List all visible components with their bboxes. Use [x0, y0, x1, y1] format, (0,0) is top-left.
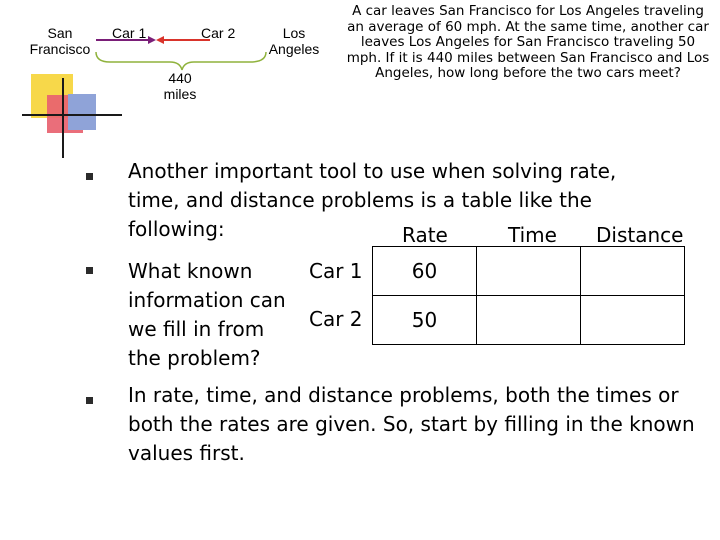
bullet-marker-1: [86, 173, 93, 180]
car1-label: Car 1: [112, 25, 147, 41]
right-city-label: Los Angeles: [268, 25, 320, 57]
cell-car1-rate: 60: [373, 247, 477, 296]
table-row: [373, 296, 685, 345]
decor-blue-square: [68, 94, 96, 130]
cell-car2-rate: 50: [373, 296, 477, 345]
route-diagram: [0, 0, 340, 80]
row-label-car1: Car 1: [309, 259, 363, 283]
table-row: [373, 247, 685, 296]
bullet-marker-2: [86, 267, 93, 274]
decor-horizontal-line: [22, 114, 122, 116]
cell-car2-time: [477, 296, 581, 345]
cell-car2-distance: [581, 296, 685, 345]
problem-statement: A car leaves San Francisco for Los Angeles traveling an average of 60 mph. At the same time, another car leaves Los Angeles for San Francisco traveling 50 mph. If it is 440 miles between San Francisco and Los Angeles, how long before the two cars meet?: [346, 3, 710, 81]
car1-arrowhead: [148, 36, 156, 44]
bullet-text-2: What known information can we fill in from the problem?: [128, 259, 286, 370]
header-distance: Distance: [596, 223, 684, 247]
left-city-label: San Francisco: [29, 25, 91, 57]
decor-vertical-line: [62, 78, 64, 158]
car2-arrowhead: [156, 36, 164, 44]
distance-label: 440 miles: [163, 70, 197, 102]
header-rate: Rate: [402, 223, 448, 247]
cell-car1-time: [477, 247, 581, 296]
cell-car1-distance: [581, 247, 685, 296]
row-label-car2: Car 2: [309, 307, 363, 331]
header-time: Time: [508, 223, 557, 247]
bullet-text-3: In rate, time, and distance problems, both the times or both the rates are given. So, start by filling in the known values first.: [128, 383, 695, 465]
distance-brace: [96, 52, 266, 70]
bullet-marker-3: [86, 397, 93, 404]
bullet-text-1: Another important tool to use when solving rate, time, and distance problems is a table like the following:: [128, 159, 617, 241]
car2-label: Car 2: [201, 25, 236, 41]
rate-time-distance-table: [372, 246, 685, 345]
